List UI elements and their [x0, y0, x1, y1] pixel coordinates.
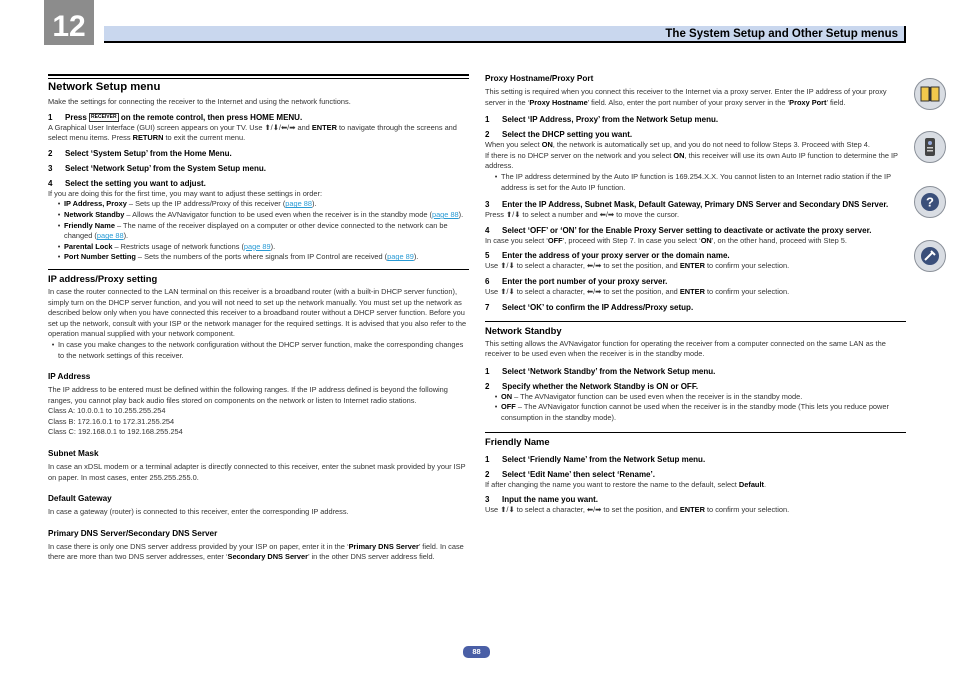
- header-title: The System Setup and Other Setup menus: [665, 28, 898, 40]
- proxy-step-2-text: When you select ON, the network is automatically set up, and you do not need to follow Steps 3. Proceed with Step 4.: [485, 140, 870, 150]
- chapter-number: 12: [44, 0, 94, 45]
- friendly-title: Friendly Name: [485, 435, 550, 447]
- auto-ip-note: • The IP address determined by the Auto IP function is 169.254.X.X. You cannot listen to an Internet radio station if the IP address is set for the Auto IP function.: [494, 171, 891, 192]
- proxy-step-1: 1 Select ‘IP Address, Proxy’ from the Network Setup menu.: [485, 115, 719, 125]
- list-item: • OFF – The AVNavigator function cannot be used when the receiver is in the standby mode (This lets you reduce power consumption in the standby mode).: [494, 402, 889, 422]
- page-link[interactable]: page 88: [96, 231, 124, 241]
- friendly-step-3-text: Use ⬆/⬇ to select a character, ⬅/➡ to set the position, and ENTER to confirm your selection.: [485, 505, 790, 515]
- list-item: • Friendly Name – The name of the receiver displayed on a computer or other device connected to the network can be changed (page 88).: [57, 220, 448, 241]
- standby-title: Network Standby: [485, 324, 562, 336]
- ip-address-text: The IP address to be entered must be defined within the following ranges. If the IP address defined is beyond the following ranges, you cannot play back audio files stored on components on the network or listen to Internet radio stations.: [48, 385, 448, 405]
- list-item: • Port Number Setting – Sets the numbers of the ports where signals from IP Control are received (page 89).: [57, 252, 419, 262]
- ip-proxy-note: • In case you make changes to the network configuration without the DHCP server function, make the corresponding changes to the network settings of this receiver.: [51, 339, 464, 360]
- proxy-step-6-text: Use ⬆/⬇ to select a character, ⬅/➡ to set the position, and ENTER to confirm your selection.: [485, 286, 790, 296]
- proxy-step-6: 6 Enter the port number of your proxy server.: [485, 276, 668, 286]
- proxy-step-5-text: Use ⬆/⬇ to select a character, ⬅/➡ to set the position, and ENTER to confirm your selection.: [485, 261, 790, 271]
- section-title: Network Setup menu: [48, 81, 161, 93]
- gateway-text: In case a gateway (router) is connected to this receiver, enter the corresponding IP address.: [48, 507, 349, 517]
- proxy-step-2: 2 Select the DHCP setting you want.: [485, 130, 633, 140]
- step-4-text: If you are doing this for the first time, you may want to adjust these settings in order:: [48, 188, 322, 198]
- page-link[interactable]: page 89: [387, 252, 414, 262]
- subsection-rule: [485, 321, 906, 322]
- subsection-rule: [48, 269, 469, 270]
- page-number: 88: [463, 646, 490, 658]
- list-item: • Network Standby – Allows the AVNavigator function to be used even when the receiver is in the standby mode (page 88).: [57, 209, 464, 219]
- proxy-text: This setting is required when you connect this receiver to the Internet via a proxy server. Enter the IP address of your proxy server in the ‘Proxy Hostname’ field. Also, enter the port number of your proxy server in the ‘Proxy Port’ field.: [485, 87, 887, 107]
- friendly-step-2-text: If after changing the name you want to restore the name to the default, select Default.: [485, 479, 767, 489]
- ip-proxy-text: In case the router connected to the LAN terminal on this receiver is a broadband router (with a built-in DHCP server function), simply turn on the DHCP server function, and you will not need to set up the network manually. You must set up the network as described below only when you have connected this receiver to a broadband router without a DHCP server function. Before you set up the network, consult with your ISP or the network manager for the required settings. It is advised that you also refer to the operation manual supplied with your network component.: [48, 286, 467, 339]
- list-item: • ON – The AVNavigator function can be used even when the receiver is in the standby mode.: [494, 391, 803, 401]
- list-item: • Parental Lock – Restricts usage of network functions (page 89).: [57, 241, 276, 251]
- page-link[interactable]: page 88: [285, 199, 313, 209]
- ip-address-title: IP Address: [48, 372, 91, 382]
- header-bar: [104, 26, 906, 43]
- proxy-step-7: 7 Select ‘OK’ to confirm the IP Address/Proxy setup.: [485, 302, 694, 312]
- proxy-step-4: 4 Select ‘OFF’ or ‘ON’ for the Enable Proxy Server setting to deactivate or activate the proxy server.: [485, 225, 872, 235]
- friendly-step-3: 3 Input the name you want.: [485, 495, 599, 505]
- proxy-step-3-text: Press ⬆/⬇ to select a number and ⬅/➡ to move the cursor.: [485, 210, 680, 220]
- step-2: 2 Select ‘System Setup’ from the Home Menu.: [48, 148, 232, 158]
- subnet-text: In case an xDSL modem or a terminal adapter is directly connected to this receiver, enter the subnet mask provided by your ISP on paper. In most cases, enter 255.255.255.0.: [48, 462, 466, 482]
- proxy-step-4-text: In case you select ‘OFF’, proceed with Step 7. In case you select ‘ON’, on the other hand, proceed with Step 5.: [485, 235, 847, 245]
- proxy-title: Proxy Hostname/Proxy Port: [485, 74, 594, 83]
- book-icon[interactable]: [914, 78, 946, 110]
- step-1-text: A Graphical User Interface (GUI) screen appears on your TV. Use ⬆/⬇/⬅/➡ and ENTER to navigate through the screens and select menu items. Press RETURN to exit the current menu.: [48, 122, 457, 143]
- friendly-step-2: 2 Select ‘Edit Name’ then select ‘Rename’.: [485, 469, 655, 479]
- dns-title: Primary DNS Server/Secondary DNS Server: [48, 528, 218, 538]
- tools-icon[interactable]: [914, 240, 946, 272]
- standby-step-1: 1 Select ‘Network Standby’ from the Network Setup menu.: [485, 366, 716, 376]
- step-3: 3 Select ‘Network Setup’ from the System Setup menu.: [48, 163, 266, 173]
- settings-list: [48, 199, 469, 263]
- gateway-title: Default Gateway: [48, 494, 112, 504]
- question-icon[interactable]: [914, 186, 946, 218]
- class-c: Class C: 192.168.0.1 to 192.168.255.254: [48, 427, 183, 437]
- subnet-title: Subnet Mask: [48, 449, 99, 459]
- standby-text: This setting allows the AVNavigator function for operating the receiver from a computer connected on the same LAN as the receiver to be used even when the receiver is in the standby mode.: [485, 338, 886, 359]
- section-rule: [48, 74, 469, 79]
- proxy-step-2-text-b: If there is no DHCP server on the network and you select ON, this receiver will use its own Auto IP function to determine the IP address.: [485, 150, 898, 171]
- svg-text:?: ?: [926, 194, 934, 210]
- subsection-rule: [485, 432, 906, 433]
- remote-icon[interactable]: [914, 131, 946, 163]
- standby-step-2: 2 Specify whether the Network Standby is ON or OFF.: [485, 381, 699, 391]
- list-item: • IP Address, Proxy – Sets up the IP address/Proxy of this receiver (page 88).: [57, 199, 317, 209]
- page-link[interactable]: page 88: [431, 209, 459, 219]
- proxy-step-5: 5 Enter the address of your proxy server or the domain name.: [485, 251, 730, 261]
- step-1: 1 Press RECEIVER on the remote control, then press HOME MENU.: [48, 112, 303, 122]
- ip-proxy-title: IP address/Proxy setting: [48, 272, 158, 284]
- class-b: Class B: 172.16.0.1 to 172.31.255.254: [48, 416, 175, 426]
- page-link[interactable]: page 89: [243, 241, 271, 251]
- right-column: [485, 74, 906, 516]
- proxy-step-3: 3 Enter the IP Address, Subnet Mask, Default Gateway, Primary DNS Server and Secondary DNS Server.: [485, 200, 889, 210]
- dns-text: In case there is only one DNS server address provided by your ISP on paper, enter it in the ‘Primary DNS Server’ field. In case there are more than two DNS server addresses, enter ‘Secondary DNS Server’ in the other DNS server address field.: [48, 541, 464, 562]
- step-4: 4 Select the setting you want to adjust.: [48, 178, 206, 188]
- left-column: [48, 74, 469, 563]
- intro-text: Make the settings for connecting the receiver to the Internet and using the network functions.: [48, 97, 351, 106]
- receiver-key-icon: RECEIVER: [91, 113, 117, 120]
- friendly-step-1: 1 Select ‘Friendly Name’ from the Network Setup menu.: [485, 454, 706, 464]
- class-a: Class A: 10.0.0.1 to 10.255.255.254: [48, 406, 166, 416]
